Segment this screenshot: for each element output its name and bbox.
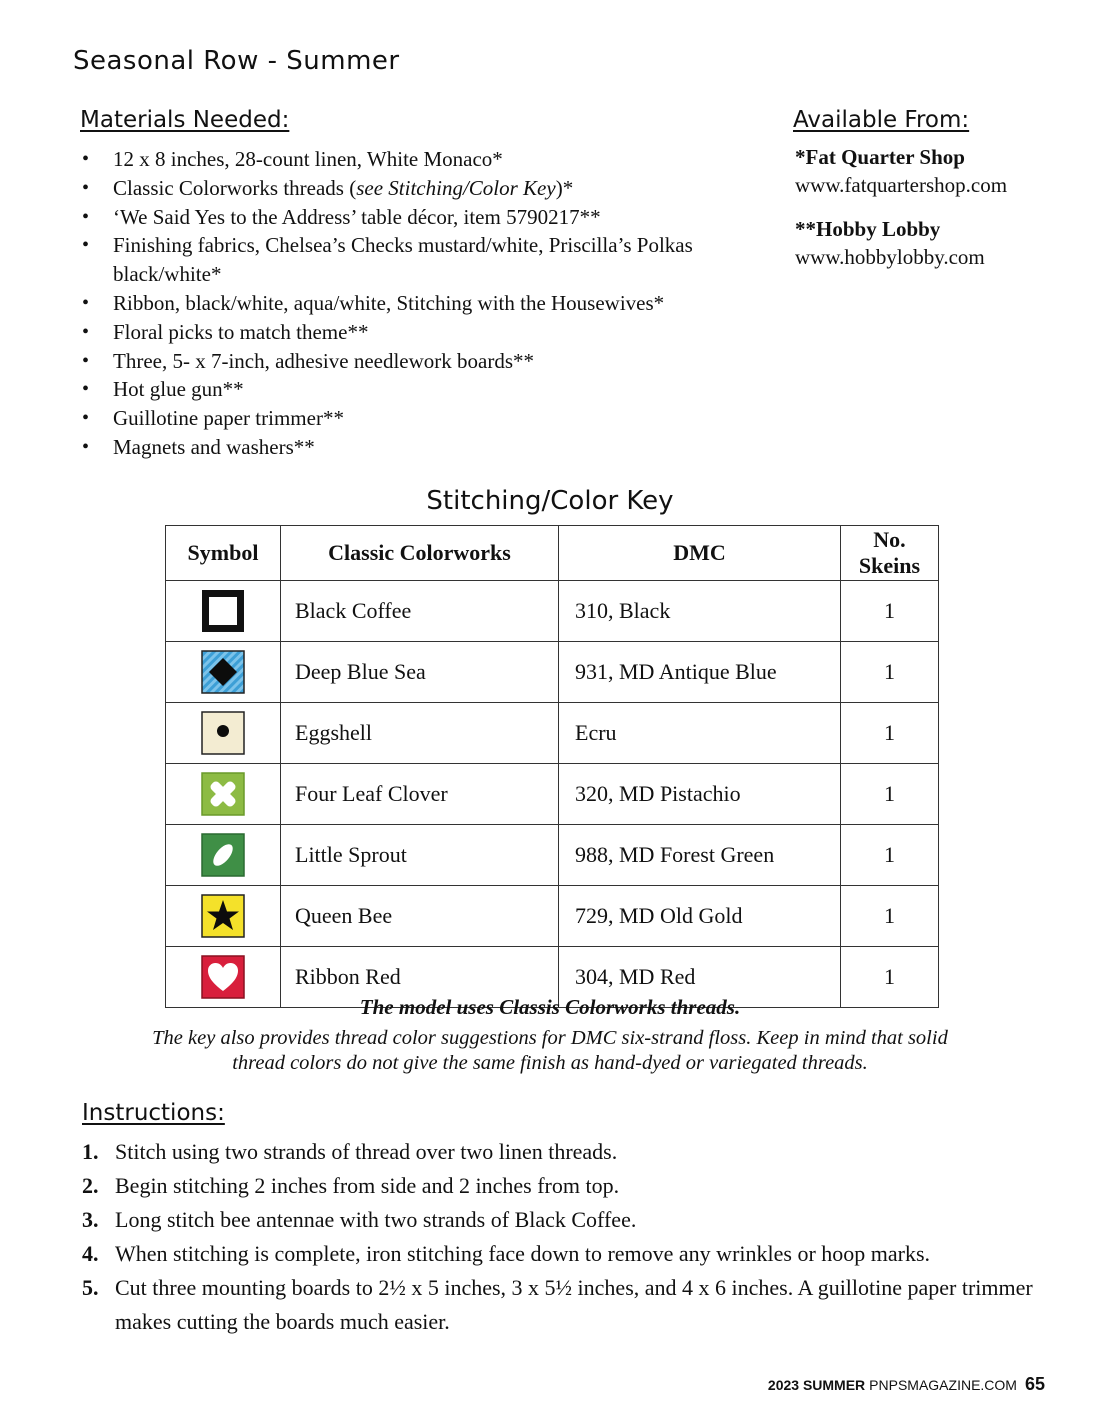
page-number: 65 <box>1024 1374 1045 1394</box>
classic-cell: Little Sprout <box>281 825 559 886</box>
skeins-cell: 1 <box>841 886 939 947</box>
instruction-step: 2. Begin stitching 2 inches from side and 2 inches from top. <box>82 1169 1042 1203</box>
page-title: Seasonal Row - Summer <box>73 46 400 76</box>
table-row <box>166 886 939 947</box>
instructions-heading: Instructions: <box>82 1100 225 1126</box>
materials-heading: Materials Needed: <box>80 107 290 133</box>
dot-icon <box>201 711 245 755</box>
classic-cell: Black Coffee <box>281 581 559 642</box>
materials-list <box>80 145 770 462</box>
material-item: • Hot glue gun** <box>80 375 770 404</box>
color-key-heading: Stitching/Color Key <box>426 486 674 516</box>
step-number: 4. <box>82 1241 99 1266</box>
dmc-cell: 310, Black <box>559 581 841 642</box>
material-item: • Classic Colorworks threads (see Stitching/Color Key)* <box>80 174 770 203</box>
source-url[interactable]: www.fatquartershop.com <box>795 173 1008 197</box>
dmc-cell: 931, MD Antique Blue <box>559 642 841 703</box>
instruction-step: 5. Cut three mounting boards to 2½ x 5 inches, 3 x 5½ inches, and 4 x 6 inches. A guillotine paper trimmer makes cutting the boards much easier. <box>82 1271 1042 1339</box>
skeins-cell: 1 <box>841 642 939 703</box>
table-row <box>166 642 939 703</box>
symbol-cell <box>166 886 281 947</box>
skeins-cell: 1 <box>841 703 939 764</box>
footer-site[interactable]: PNPSMAGAZINE.COM <box>869 1377 1017 1393</box>
table-row <box>166 825 939 886</box>
available-heading: Available From: <box>793 107 970 133</box>
classic-cell: Four Leaf Clover <box>281 764 559 825</box>
column-header: DMC <box>559 526 841 581</box>
classic-cell: Ribbon Red <box>281 947 559 1008</box>
symbol-cell <box>166 703 281 764</box>
x-cross-icon <box>201 772 245 816</box>
column-header: Classic Colorworks <box>281 526 559 581</box>
material-item: • 12 x 8 inches, 28-count linen, White Monaco* <box>80 145 770 174</box>
step-number: 3. <box>82 1207 99 1232</box>
material-item: • ‘We Said Yes to the Address’ table décor, item 5790217** <box>80 203 770 232</box>
symbol-cell <box>166 764 281 825</box>
source-url[interactable]: www.hobbylobby.com <box>795 245 985 269</box>
source-name: *Fat Quarter Shop <box>795 145 965 169</box>
heart-icon <box>201 955 245 999</box>
instruction-step: 1. Stitch using two strands of thread over two linen threads. <box>82 1135 1042 1169</box>
dmc-cell: 988, MD Forest Green <box>559 825 841 886</box>
material-item: • Three, 5- x 7-inch, adhesive needlework boards** <box>80 347 770 376</box>
dmc-cell: 729, MD Old Gold <box>559 886 841 947</box>
table-row <box>166 764 939 825</box>
key-note: The key also provides thread color suggestions for DMC six-strand floss. Keep in mind that solid thread colors do not give the same finish as hand-dyed or variegated threads. <box>152 1027 948 1074</box>
step-number: 1. <box>82 1139 99 1164</box>
source-name: **Hobby Lobby <box>795 217 941 241</box>
source-hobby-lobby <box>795 215 985 271</box>
diamond-icon <box>201 650 245 694</box>
classic-cell: Deep Blue Sea <box>281 642 559 703</box>
page-footer <box>768 1374 1045 1395</box>
symbol-cell <box>166 642 281 703</box>
footer-issue: 2023 SUMMER <box>767 1377 866 1393</box>
dmc-cell: Ecru <box>559 703 841 764</box>
skeins-cell: 1 <box>841 947 939 1008</box>
column-header: Symbol <box>166 526 281 581</box>
skeins-cell: 1 <box>841 581 939 642</box>
instructions-list <box>82 1135 1042 1339</box>
table-row <box>166 703 939 764</box>
star-icon <box>201 894 245 938</box>
leaf-icon <box>201 833 245 877</box>
instruction-step: 4. When stitching is complete, iron stitching face down to remove any wrinkles or hoop marks. <box>82 1237 1042 1271</box>
dmc-cell: 304, MD Red <box>559 947 841 1008</box>
material-item: • Magnets and washers** <box>80 433 770 462</box>
table-header-row <box>166 526 939 581</box>
material-item: • Floral picks to match theme** <box>80 318 770 347</box>
step-number: 2. <box>82 1173 99 1198</box>
material-item: • Guillotine paper trimmer** <box>80 404 770 433</box>
key-note-bold: The model uses Classis Colorworks threads. <box>359 995 741 1019</box>
symbol-cell <box>166 581 281 642</box>
skeins-cell: 1 <box>841 825 939 886</box>
open-square-icon <box>201 589 245 633</box>
instruction-step: 3. Long stitch bee antennae with two strands of Black Coffee. <box>82 1203 1042 1237</box>
classic-cell: Eggshell <box>281 703 559 764</box>
color-key-table <box>165 525 939 1008</box>
source-fat-quarter <box>795 143 1007 199</box>
table-row <box>166 581 939 642</box>
column-header: No. Skeins <box>841 526 939 581</box>
step-number: 5. <box>82 1275 99 1300</box>
material-item: • Finishing fabrics, Chelsea’s Checks mustard/white, Priscilla’s Polkas black/white* <box>80 231 770 289</box>
dmc-cell: 320, MD Pistachio <box>559 764 841 825</box>
material-item: • Ribbon, black/white, aqua/white, Stitching with the Housewives* <box>80 289 770 318</box>
symbol-cell <box>166 825 281 886</box>
skeins-cell: 1 <box>841 764 939 825</box>
classic-cell: Queen Bee <box>281 886 559 947</box>
